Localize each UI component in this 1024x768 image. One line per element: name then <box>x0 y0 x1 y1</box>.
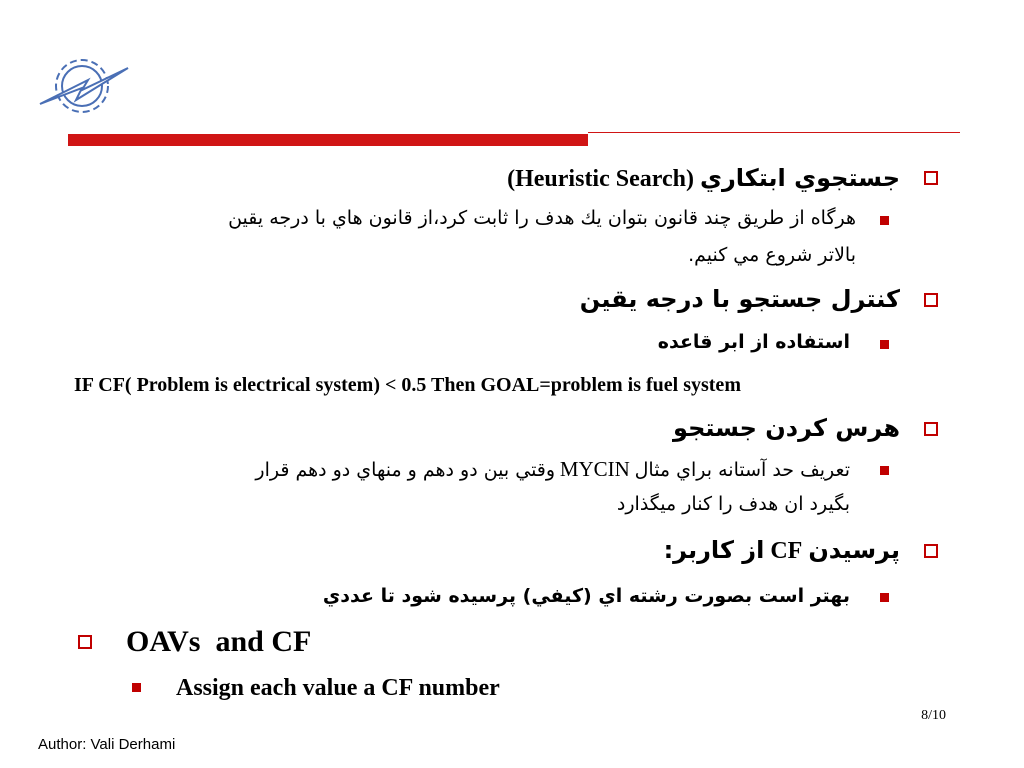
square-bullet-icon <box>132 683 141 692</box>
square-bullet-icon <box>880 466 889 475</box>
page-number: 8/10 <box>921 708 946 723</box>
square-bullet-icon <box>880 340 889 349</box>
square-bullet-icon <box>880 216 889 225</box>
header-red-bar <box>68 134 588 146</box>
paragraph-en-part: MYCIN <box>559 457 630 481</box>
author-credit: Author: Vali Derhami <box>38 736 176 753</box>
heading-oavs-cf: OAVs and CF <box>126 625 312 658</box>
paragraph-fa-part: وقتي بين دو دهم و منهاي دو دهم قرار <box>255 459 556 481</box>
rule-text: IF CF( Problem is electrical system) < 0.5 Then GOAL=problem is fuel system <box>74 374 741 396</box>
paragraph-line: بهتر است بصورت رشته اي (كيفي) پرسيده شود تا عددي <box>322 585 850 607</box>
square-bullet-icon <box>880 593 889 602</box>
hollow-square-bullet-icon <box>924 171 938 185</box>
heading-fa-part: پرسيدن <box>808 536 900 564</box>
heading-fa-text: جستجوي ابتكاري <box>699 164 900 192</box>
paragraph-fa-part: تعريف حد آستانه براي مثال <box>634 459 850 481</box>
hollow-square-bullet-icon <box>78 635 92 649</box>
heading-en-text: (Heuristic Search) <box>507 166 694 192</box>
gear-lightning-logo <box>36 46 132 122</box>
heading-heuristic-search <box>300 163 900 194</box>
paragraph-assign-cf: Assign each value a CF number <box>176 675 500 701</box>
heading-fa-part: از كاربر: <box>663 536 765 564</box>
heading-en-part: CF <box>770 538 803 564</box>
hollow-square-bullet-icon <box>924 422 938 436</box>
paragraph-line: استفاده از ابر قاعده <box>657 331 850 353</box>
paragraph-line: بگيرد ان هدف را كنار ميگذارد <box>616 493 850 515</box>
heading-control-search: كنترل جستجو با درجه يقين <box>579 285 900 313</box>
paragraph-line: بالاتر شروع مي كنيم. <box>688 244 856 266</box>
paragraph-line: هرگاه از طريق چند قانون بتوان يك هدف را ثابت كرد،از قانون هاي با درجه يقين <box>228 207 856 229</box>
heading-pruning-search: هرس كردن جستجو <box>673 414 900 442</box>
paragraph-line <box>90 454 850 486</box>
heading-ask-cf <box>300 535 900 566</box>
hollow-square-bullet-icon <box>924 544 938 558</box>
header-thin-line <box>588 132 960 133</box>
hollow-square-bullet-icon <box>924 293 938 307</box>
